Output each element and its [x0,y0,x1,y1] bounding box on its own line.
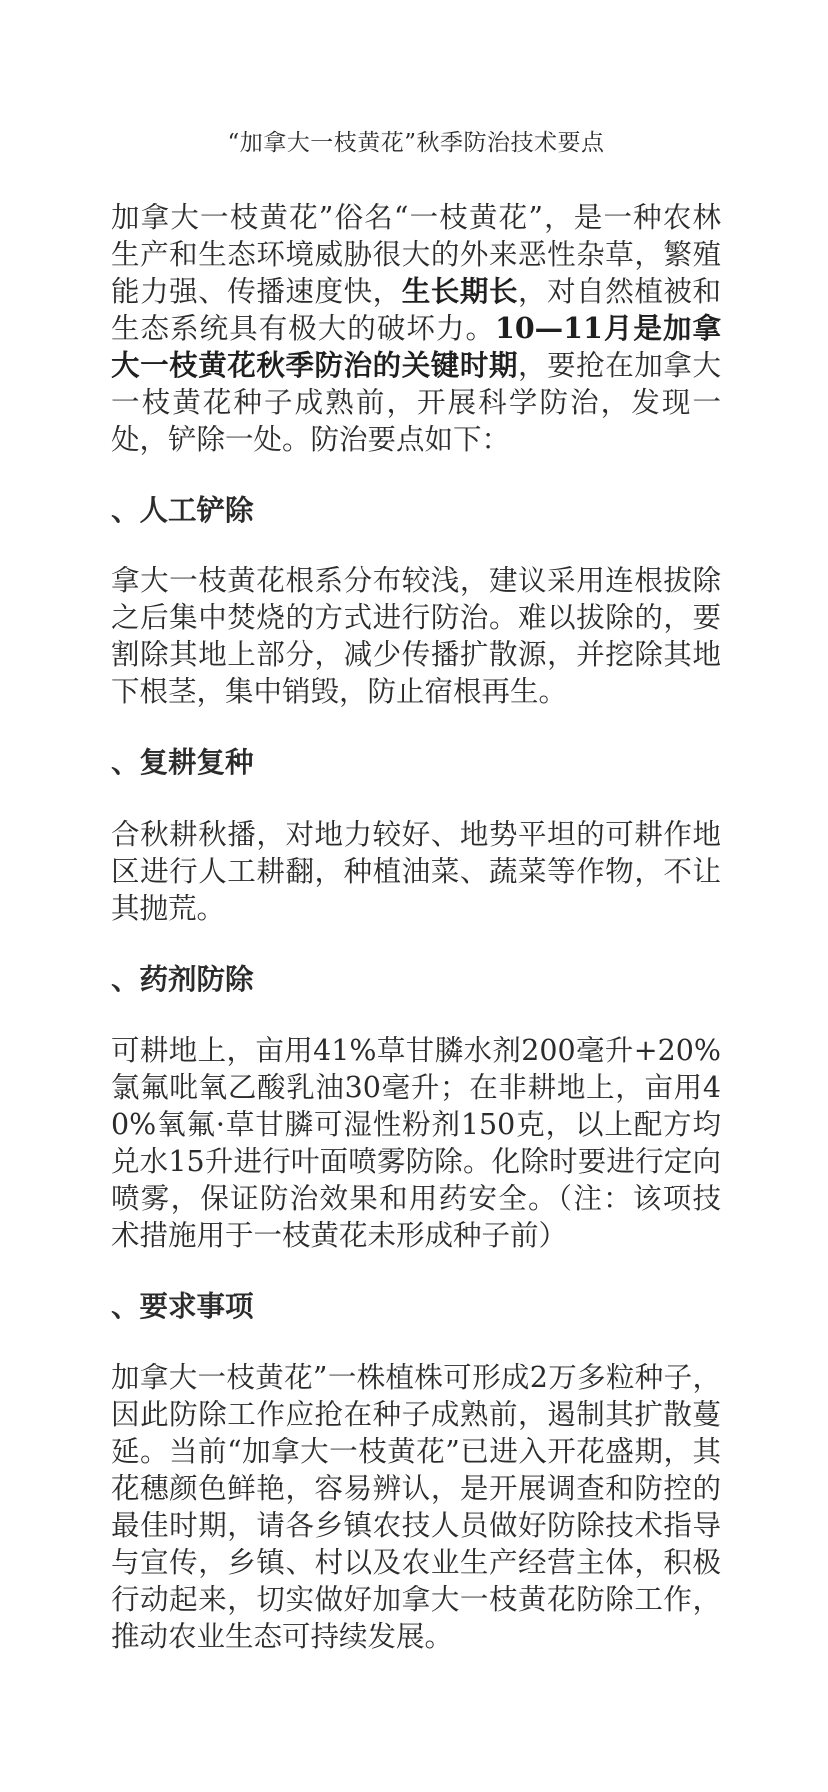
article-title: “加拿大一枝黄花”秋季防治技术要点 [227,130,605,156]
intro-text-3: ，要抢在加拿大一枝黄花种子成熟前，开展科学防治，发现一处，铲除一处。防治要点如下： [111,349,721,456]
section-heading-chemical-control: 、药剂防除 [111,962,254,996]
intro-text-1: 加拿大一枝黄花”俗名“一枝黄花”，是一种农林生产和生态环境威胁很大的外来恶性杂草，繁殖能力强、传播速度快， [111,201,721,308]
intro-text-2: ，对自然植被和生态系统具有极大的破坏力。 [111,275,721,345]
section-heading-replanting: 、复耕复种 [111,745,254,779]
section-body-chemical-control: 可耕地上，亩用41%草甘膦水剂200毫升+20%氯氟吡氧乙酸乳油30毫升；在非耕地上，亩用40%氧氟·草甘膦可湿性粉剂150克，以上配方均兑水15升进行叶面喷雾防除。化除时要进行定向喷雾，保证防治效果和用药安全。（注：该项技术措施用于一枝黄花未形成种子前） [111,1034,721,1252]
section-heading-requirements: 、要求事项 [111,1289,254,1323]
section-body-requirements: 加拿大一枝黄花”一株植株可形成2万多粒种子，因此防除工作应抢在种子成熟前，遏制其扩散蔓延。当前“加拿大一枝黄花”已进入开花盛期，其花穗颜色鲜艳，容易辨认，是开展调查和防控的最佳时期，请各乡镇农技人员做好防除技术指导与宣传，乡镇、村以及农业生产经营主体，积极行动起来，切实做好加拿大一枝黄花防除工作，推动农业生态可持续发展。 [111,1361,721,1653]
intro-bold-growth-period: 生长期长 [401,274,519,308]
section-body-replanting: 合秋耕秋播，对地力较好、地势平坦的可耕作地区进行人工耕翻，种植油菜、蔬菜等作物，不让其抛荒。 [111,818,721,925]
intro-bold-key-period: 10—11月是加拿大一枝黄花秋季防治的关键时期 [111,311,721,382]
section-body-manual-removal: 拿大一枝黄花根系分布较浅，建议采用连根拔除之后集中焚烧的方式进行防治。难以拔除的，要割除其地上部分，减少传播扩散源，并挖除其地下根茎，集中销毁，防止宿根再生。 [111,564,721,708]
section-heading-manual-removal: 、人工铲除 [111,493,254,527]
article [111,0,721,1655]
intro-paragraph [111,199,721,458]
